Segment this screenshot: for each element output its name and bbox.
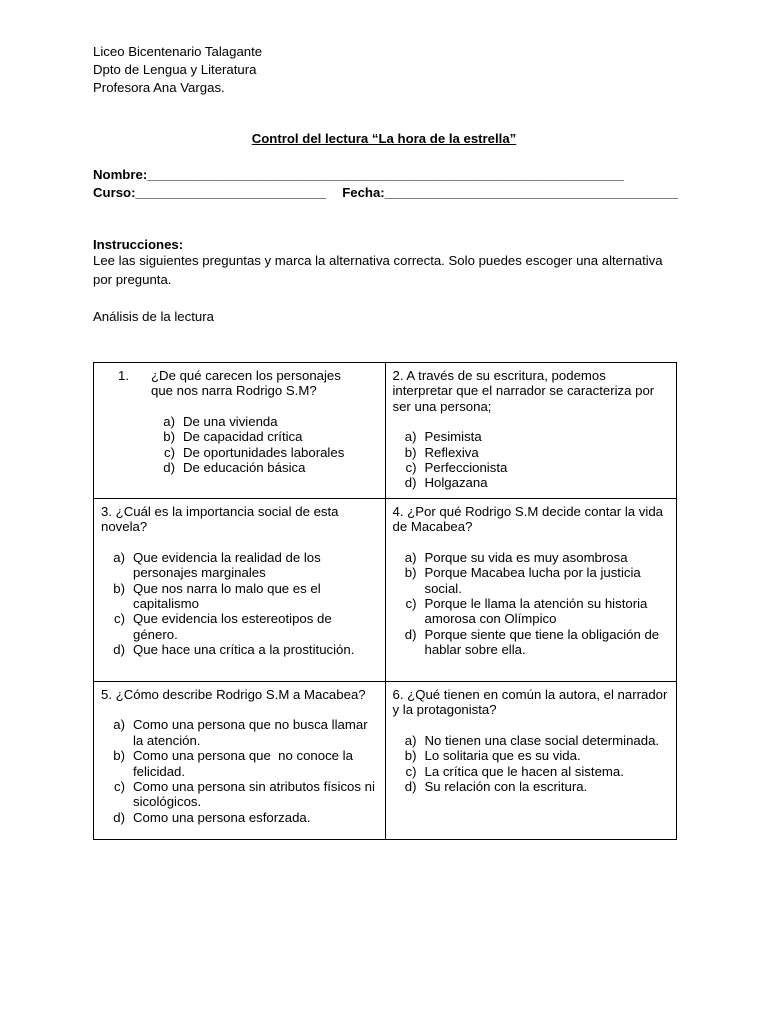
question-cell-6: [385, 682, 677, 840]
instructions-text: Lee las siguientes preguntas y marca la alternativa correcta. Solo puedes escoger una alternativa por pregunta.: [93, 253, 663, 287]
name-field: Nombre:_________________________________________________________________: [93, 167, 624, 182]
question-text: 4. ¿Por qué Rodrigo S.M decide contar la vida de Macabea?: [392, 504, 663, 535]
question-text: ¿De qué carecen los personajes que nos narra Rodrigo S.M?: [151, 368, 341, 399]
question-text: 2. A través de su escritura, podemos interpretar que el narrador se caracteriza por ser una persona;: [392, 368, 655, 414]
teacher-name: Profesora Ana Vargas.: [93, 80, 225, 95]
option-b[interactable]: b) De capacidad crítica: [163, 429, 303, 445]
option-d[interactable]: d) Como una persona esforzada.: [113, 809, 311, 825]
questions-table: [93, 362, 677, 840]
option-c[interactable]: c) Como una persona sin atributos físicos ni sicológicos.: [114, 779, 375, 810]
option-b[interactable]: b) Porque Macabea lucha por la justicia social.: [404, 565, 641, 596]
option-a[interactable]: a) Porque su vida es muy asombrosa: [404, 549, 628, 565]
department-name: Dpto de Lengua y Literatura: [93, 62, 257, 77]
course-field: Curso:__________________________: [93, 185, 327, 200]
option-b[interactable]: b) Como una persona que no conoce la felicidad.: [113, 748, 357, 779]
section-heading: Análisis de la lectura: [93, 309, 214, 324]
question-number: 1.: [118, 368, 129, 383]
option-a[interactable]: a) De una vivienda: [163, 413, 278, 429]
school-name: Liceo Bicentenario Talagante: [93, 44, 263, 59]
option-a[interactable]: a) Pesimista: [404, 429, 482, 445]
course-date-row: [93, 185, 678, 200]
question-cell-4: [385, 499, 677, 682]
question-cell-1: [94, 363, 386, 499]
option-a[interactable]: a) Que evidencia la realidad de los personajes marginales: [113, 549, 321, 581]
option-d[interactable]: d) Que hace una crítica a la prostitución.: [113, 642, 355, 658]
option-b[interactable]: b) Lo solitaria que es su vida.: [404, 748, 581, 764]
option-b[interactable]: b) Que nos narra lo malo que es el capitalismo: [113, 580, 321, 612]
question-cell-3: [94, 499, 386, 682]
option-c[interactable]: c) Que evidencia los estereotipos de género.: [114, 611, 332, 642]
option-d[interactable]: d) De educación básica: [163, 460, 306, 476]
document-header: [93, 43, 262, 97]
option-a[interactable]: a) No tienen una clase social determinada.: [404, 732, 660, 748]
question-cell-5: [94, 682, 386, 840]
option-c[interactable]: c) Perfeccionista: [405, 460, 508, 476]
instructions-label: Instrucciones:: [93, 237, 184, 252]
option-c[interactable]: c) La crítica que le hacen al sistema.: [405, 763, 624, 779]
option-b[interactable]: b) Reflexiva: [404, 444, 479, 460]
date-field: Fecha:________________________________________: [342, 185, 679, 200]
question-text: 3. ¿Cuál es la importancia social de esta novela?: [101, 504, 339, 535]
page-title: Control del lectura “La hora de la estrella”: [251, 131, 517, 146]
option-d[interactable]: d) Porque siente que tiene la obligación de hablar sobre ella.: [404, 626, 660, 658]
option-d[interactable]: d) Holgazana: [404, 475, 488, 491]
question-cell-2: [385, 363, 677, 499]
option-c[interactable]: c) De oportunidades laborales: [164, 444, 345, 460]
option-a[interactable]: a) Como una persona que no busca llamar la atención.: [113, 717, 368, 748]
option-c[interactable]: c) Porque le llama la atención su historia amorosa con Olímpico: [405, 596, 648, 627]
option-d[interactable]: d) Su relación con la escritura.: [404, 779, 588, 795]
instructions: [93, 237, 683, 289]
question-text: 6. ¿Qué tienen en común la autora, el narrador y la protagonista?: [392, 687, 668, 718]
question-text: 5. ¿Cómo describe Rodrigo S.M a Macabea?: [101, 687, 366, 702]
